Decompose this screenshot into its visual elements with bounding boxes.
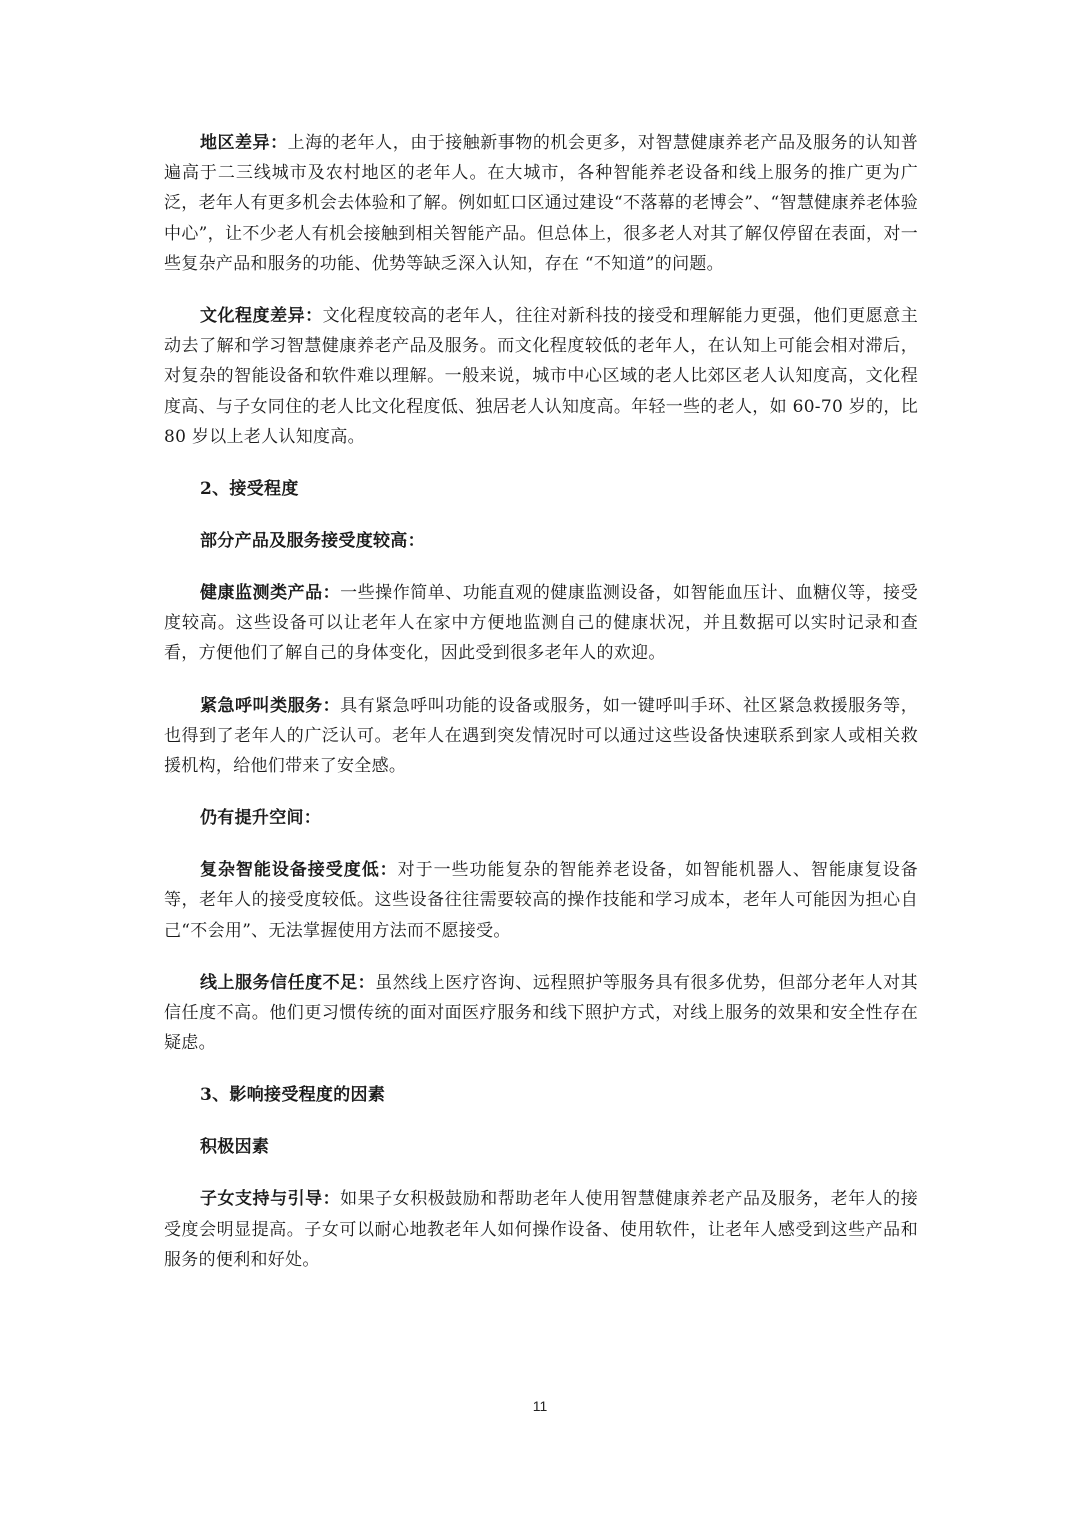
paragraph-health-monitoring xyxy=(164,578,918,669)
paragraph-lead: 线上服务信任度不足： xyxy=(200,972,376,993)
paragraph-body: 对于一些功能复杂的智能养老设备，如智能机器人、智能康复设备等，老年人的接受度较低。这些设备往往需要较高的操作技能和学习成本，老年人可能因为担心自己“不会用”、无法掌握使用方法而不愿接受。 xyxy=(164,860,918,941)
paragraph-lead: 文化程度差异： xyxy=(200,306,323,327)
paragraph-body: 一些操作简单、功能直观的健康监测设备，如智能血压计、血糖仪等，接受度较高。这些设备可以让老年人在家中方便地监测自己的健康状况，并且数据可以实时记录和查看，方便他们了解自己的身体变化，因此受到很多老年人的欢迎。 xyxy=(164,583,918,664)
paragraph-regional-difference xyxy=(164,128,918,279)
paragraph-emergency-call xyxy=(164,691,918,782)
paragraph-body: 文化程度较高的老年人，往往对新科技的接受和理解能力更强，他们更愿意主动去了解和学习智慧健康养老产品及服务。而文化程度较低的老年人，在认知上可能会相对滞后，对复杂的智能设备和软件难以理解。一般来说，城市中心区域的老人比郊区老人认知度高，文化程度高、与子女同住的老人比文化程度低、独居老人认知度高。年轻一些的老人，如 60-70 岁的，比 80 岁以上老人认知度高。 xyxy=(164,306,918,447)
paragraph-lead: 健康监测类产品： xyxy=(200,583,341,604)
paragraph-lead: 紧急呼叫类服务： xyxy=(200,695,341,716)
paragraph-online-trust xyxy=(164,968,918,1059)
document-body xyxy=(164,128,918,1297)
paragraph-education-difference xyxy=(164,301,918,452)
page-number: 11 xyxy=(532,1398,548,1414)
paragraph-children-support xyxy=(164,1184,918,1275)
paragraph-body: 具有紧急呼叫功能的设备或服务，如一键呼叫手环、社区紧急救援服务等，也得到了老年人的广泛认可。老年人在遇到突发情况时可以通过这些设备快速联系到家人或相关救援机构，给他们带来了安全感。 xyxy=(164,695,918,777)
paragraph-complex-devices xyxy=(164,855,918,946)
subheading-high-acceptance: 部分产品及服务接受度较高： xyxy=(200,531,425,552)
paragraph-body: 上海的老年人，由于接触新事物的机会更多，对智慧健康养老产品及服务的认知普遍高于二三线城市及农村地区的老年人。在大城市，各种智能养老设备和线上服务的推广更为广泛，老年人有更多机会去体验和了解。例如虹口区通过建设“不落幕的老博会”、“智慧健康养老体验中心”，让不少老人有机会接触到相关智能产品。但总体上，很多老人对其了解仅停留在表面，对一些复杂产品和服务的功能、优势等缺乏深入认知，存在 “不知道”的问题。 xyxy=(164,133,918,274)
subheading-positive-factors: 积极因素 xyxy=(200,1137,270,1158)
subheading-room-for-improvement: 仍有提升空间： xyxy=(200,808,322,829)
section-heading-acceptance: 2、接受程度 xyxy=(200,479,299,500)
paragraph-lead: 子女支持与引导： xyxy=(200,1189,341,1210)
paragraph-body: 如果子女积极鼓励和帮助老年人使用智慧健康养老产品及服务，老年人的接受度会明显提高。子女可以耐心地教老年人如何操作设备、使用软件，让老年人感受到这些产品和服务的便利和好处。 xyxy=(164,1189,918,1270)
paragraph-body: 虽然线上医疗咨询、远程照护等服务具有很多优势，但部分老年人对其信任度不高。他们更习惯传统的面对面医疗服务和线下照护方式，对线上服务的效果和安全性存在疑虑。 xyxy=(164,972,918,1054)
section-heading-factors: 3、影响接受程度的因素 xyxy=(200,1085,386,1106)
paragraph-lead: 复杂智能设备接受度低： xyxy=(200,860,398,881)
paragraph-lead: 地区差异： xyxy=(200,133,288,153)
